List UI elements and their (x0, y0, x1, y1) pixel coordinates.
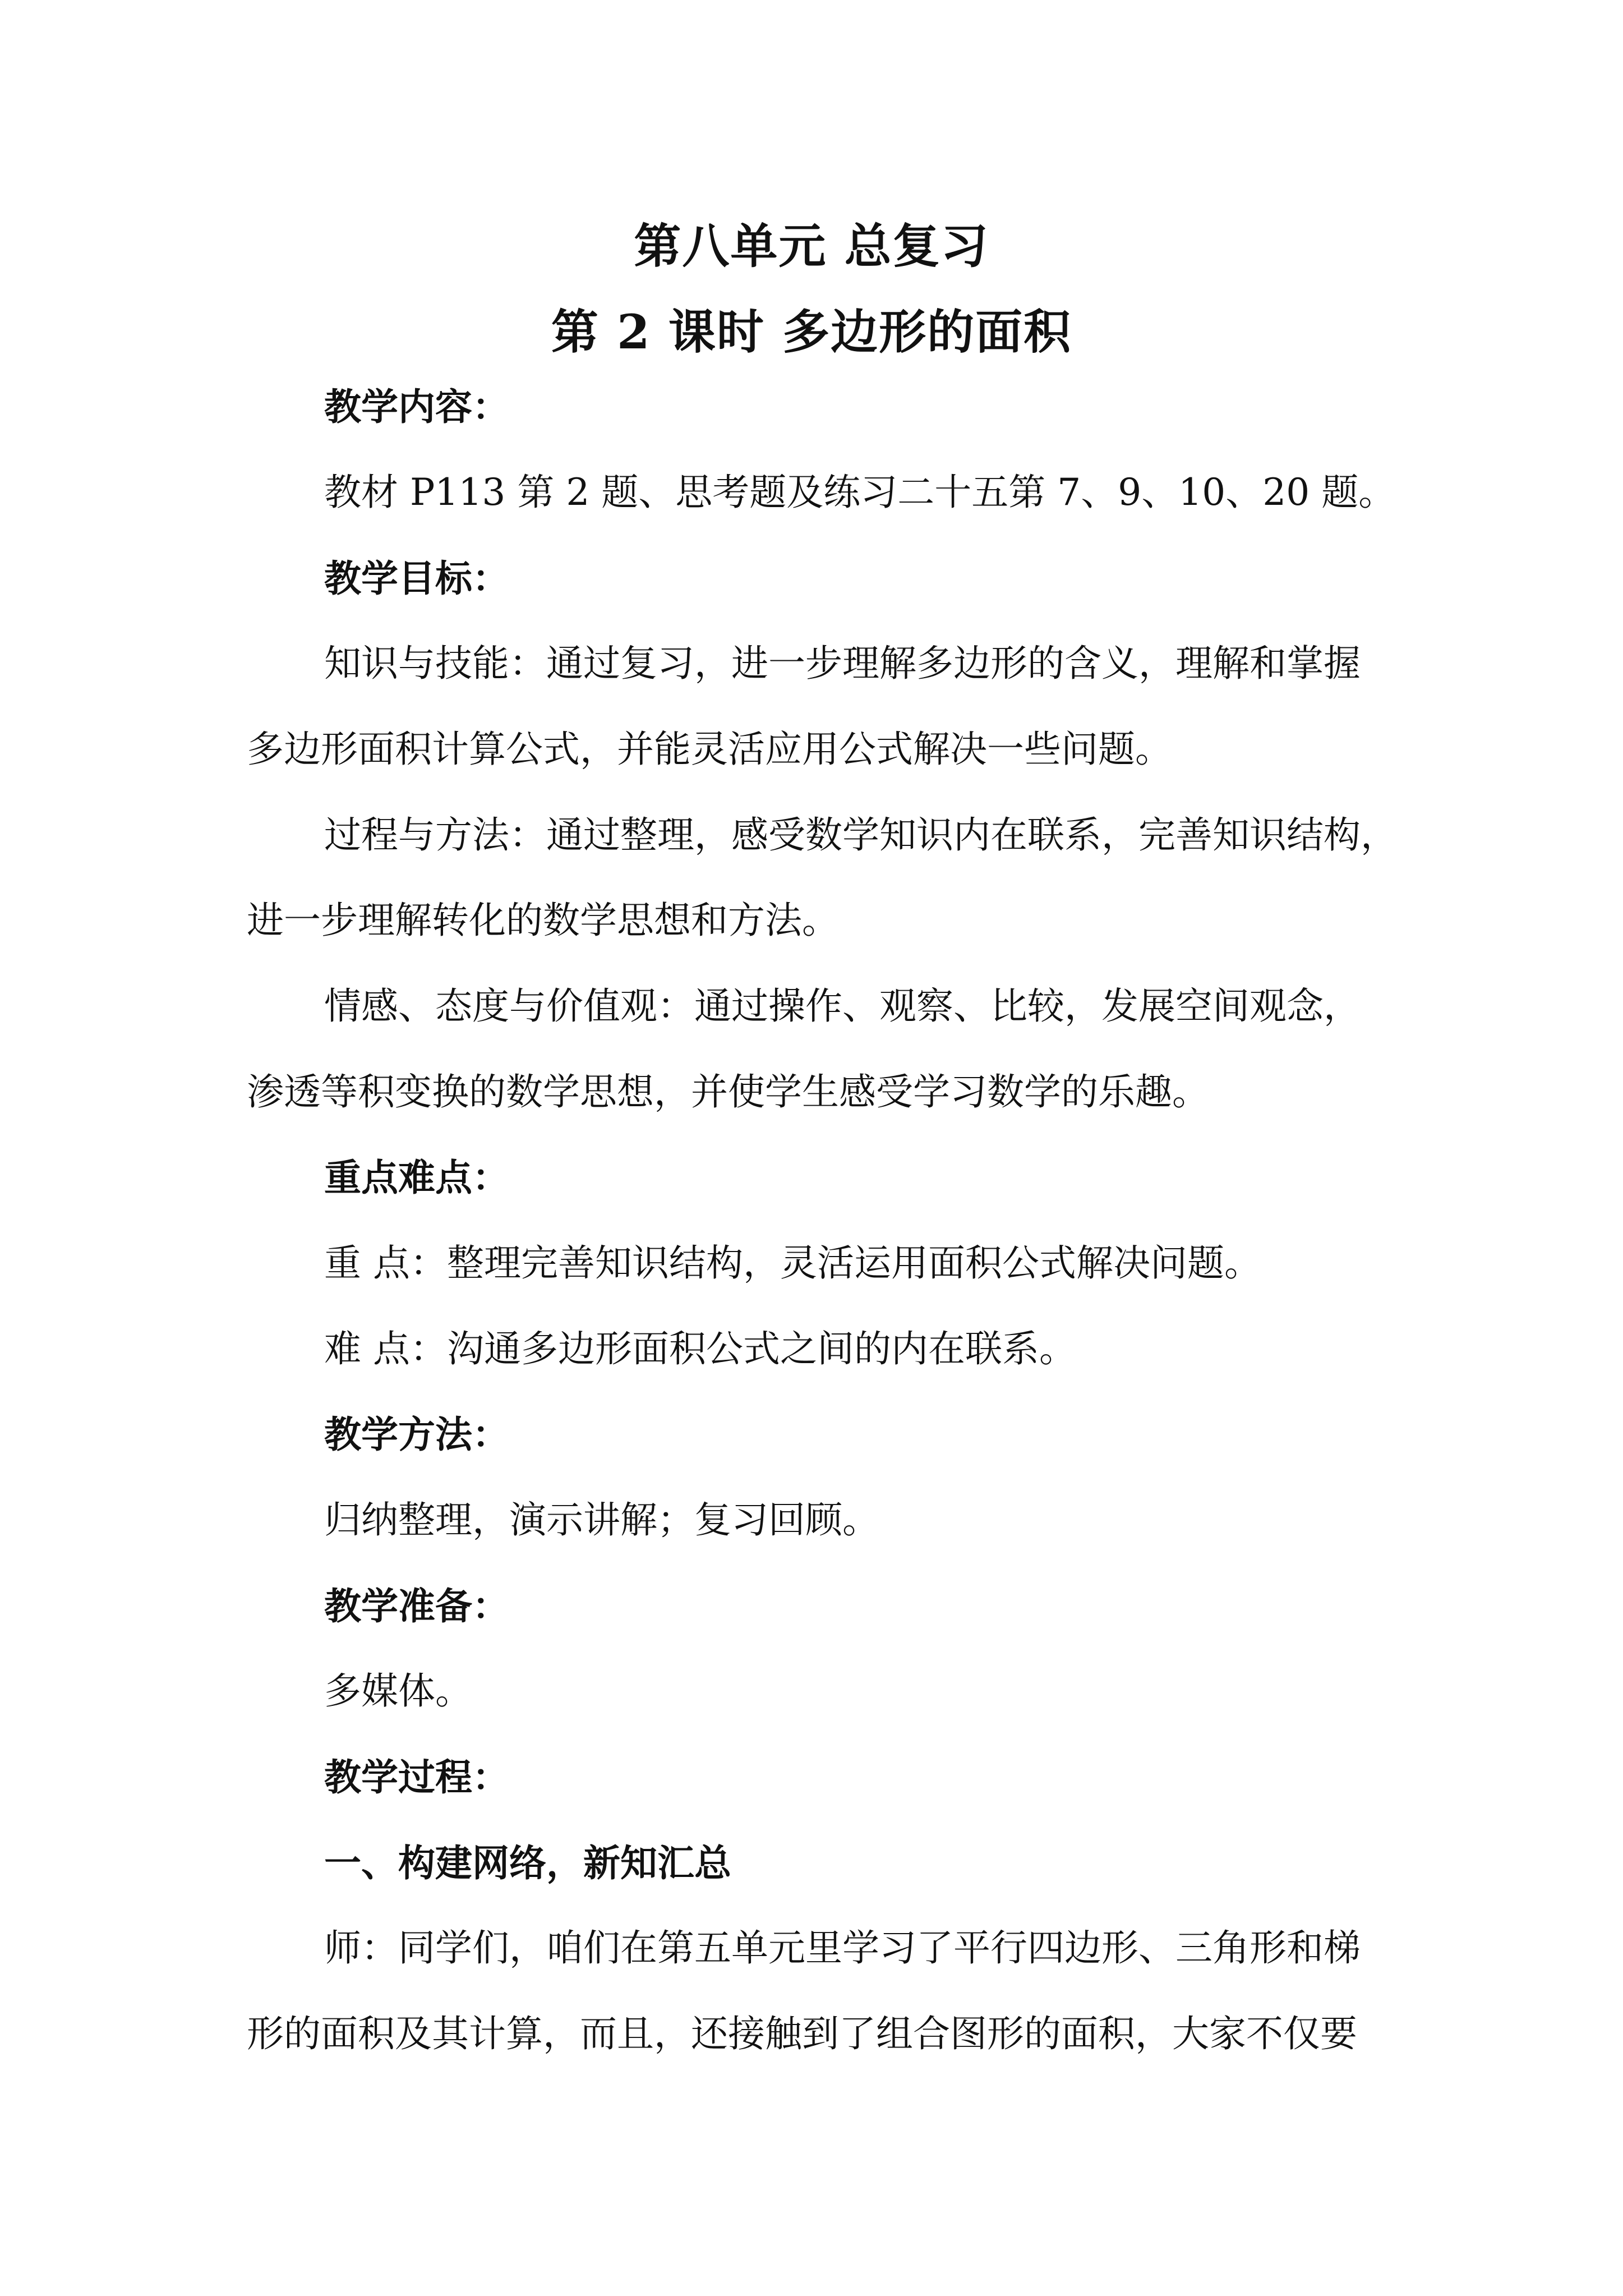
unit-title: 第八单元 总复习 (634, 218, 989, 274)
methods-text: 归纳整理，演示讲解；复习回顾。 (324, 1498, 879, 1542)
section-heading-process: 教学过程： (324, 1755, 509, 1799)
section-heading-preparation: 教学准备： (324, 1584, 509, 1628)
process-text-line-2: 形的面积及其计算，而且，还接触到了组合图形的面积，大家不仅要 (247, 2012, 1357, 2055)
difficult-point-text: 难 点：沟通多边形面积公式之间的内在联系。 (324, 1327, 1076, 1370)
objective-emotion-line-2: 渗透等积变换的数学思想，并使学生感受学习数学的乐趣。 (247, 1070, 1209, 1114)
objective-process-line-2: 进一步理解转化的数学思想和方法。 (247, 899, 839, 942)
objective-knowledge-line-2: 多边形面积计算公式，并能灵活应用公式解决一些问题。 (247, 728, 1172, 771)
objective-knowledge-line-1: 知识与技能：通过复习，进一步理解多边形的含义，理解和掌握 (324, 642, 1361, 685)
content-text: 教材 P113 第 2 题、思考题及练习二十五第 7、9、10、20 题。 (324, 471, 1396, 514)
objective-process-line-1: 过程与方法：通过整理，感受数学知识内在联系，完善知识结构， (324, 813, 1398, 857)
section-heading-methods: 教学方法： (324, 1412, 509, 1456)
section-heading-key-points: 重点难点： (324, 1156, 509, 1199)
process-step-1-heading: 一、构建网络，新知汇总 (324, 1841, 731, 1885)
lesson-title: 第 2 课时 多边形的面积 (551, 304, 1072, 360)
objective-emotion-line-1: 情感、态度与价值观：通过操作、观察、比较，发展空间观念， (324, 984, 1361, 1028)
process-text-line-1: 师：同学们，咱们在第五单元里学习了平行四边形、三角形和梯 (324, 1926, 1361, 1970)
section-heading-objectives: 教学目标： (324, 556, 509, 600)
preparation-text: 多媒体。 (324, 1669, 472, 1713)
key-point-text: 重 点：整理完善知识结构，灵活运用面积公式解决问题。 (324, 1241, 1261, 1285)
section-heading-content: 教学内容： (324, 385, 509, 429)
